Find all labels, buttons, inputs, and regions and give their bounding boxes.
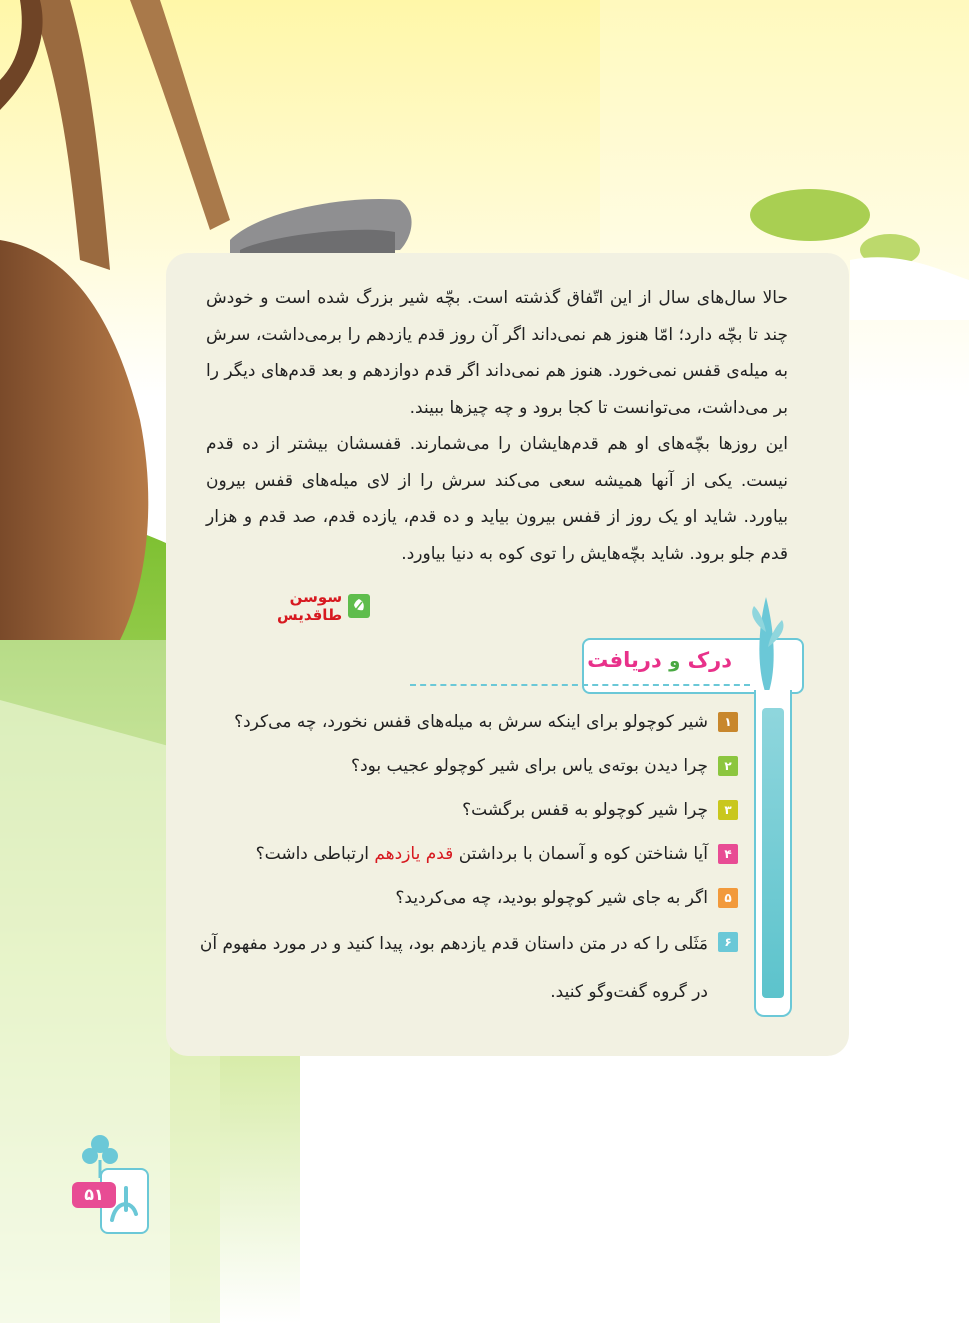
list-item <box>186 920 738 1016</box>
section-title-word: دریافت <box>587 648 662 672</box>
question-number: ۶ <box>718 932 738 952</box>
question-text-part: آیا شناختن کوه و آسمان با برداشتن <box>458 844 708 864</box>
question-number: ۱ <box>718 712 738 732</box>
section-title-word: درک <box>687 648 732 672</box>
section-divider <box>410 684 750 686</box>
section-title <box>587 648 732 672</box>
list-item <box>186 832 738 876</box>
question-text: اگر به جای شیر کوچولو بودید، چه می‌کردید؟ <box>395 888 708 908</box>
highlighted-phrase: قدم یازدهم <box>374 844 454 864</box>
section-title-conjunction: و <box>669 651 681 672</box>
question-text <box>256 844 708 864</box>
question-list <box>186 700 738 1016</box>
question-number: ۵ <box>718 888 738 908</box>
question-text: شیر کوچولو برای اینکه سرش به میله‌های قفس نخورد، چه می‌کرد؟ <box>234 712 708 732</box>
author-name: سوسن طاقدیس <box>276 588 343 624</box>
list-item <box>186 700 738 744</box>
question-number: ۴ <box>718 844 738 864</box>
story-paragraph: این روزها بچّه‌های او هم قدم‌هایشان را می‌شمارند. قفسشان بیشتر از ده قدم نیست. یکی از آنها همیشه سعی می‌کند سرش را از لای میله‌های قفس بیرون بیاورد. شاید او یک روز از قفس بیرون بیاید و ده قدم، یازده قدم، صد قدم و هزار قدم جلو برود. شاید بچّه‌هایش را توی کوه به دنیا بیاورد. <box>206 434 788 564</box>
decorative-rail <box>754 690 792 1017</box>
page-number: ۵۱ <box>72 1182 116 1208</box>
story-paragraph: حالا سال‌های سال از این اتّفاق گذشته است. بچّه شیر بزرگ شده است و خودش چند تا بچّه دارد؛ امّا هنوز هم نمی‌داند اگر آن روز قدم یازدهم را برمی‌داشت، سرش به میله‌ی قفس نمی‌خورد. هنوز هم نمی‌داند اگر قدم دوازدهم و بعد قدم‌های دیگر را بر می‌داشت، می‌توانست تا کجا برود و چه چیزها ببیند. <box>206 288 788 418</box>
author-credit <box>230 588 370 624</box>
list-item <box>186 744 738 788</box>
question-text: چرا دیدن بوته‌ی یاس برای شیر کوچولو عجیب بود؟ <box>351 756 708 776</box>
flower-icon <box>80 1130 120 1180</box>
question-number: ۳ <box>718 800 738 820</box>
question-text: مَثَلی را که در متن داستان قدم یازدهم بود، پیدا کنید و در مورد مفهوم آن در گروه گفت‌وگو کنید. <box>199 934 708 1002</box>
question-text: چرا شیر کوچولو به قفس برگشت؟ <box>462 800 708 820</box>
story-text <box>206 280 788 572</box>
leaf-icon <box>348 594 370 618</box>
list-item <box>186 876 738 920</box>
question-text-part: ارتباطی داشت؟ <box>255 844 369 864</box>
list-item <box>186 788 738 832</box>
question-number: ۲ <box>718 756 738 776</box>
